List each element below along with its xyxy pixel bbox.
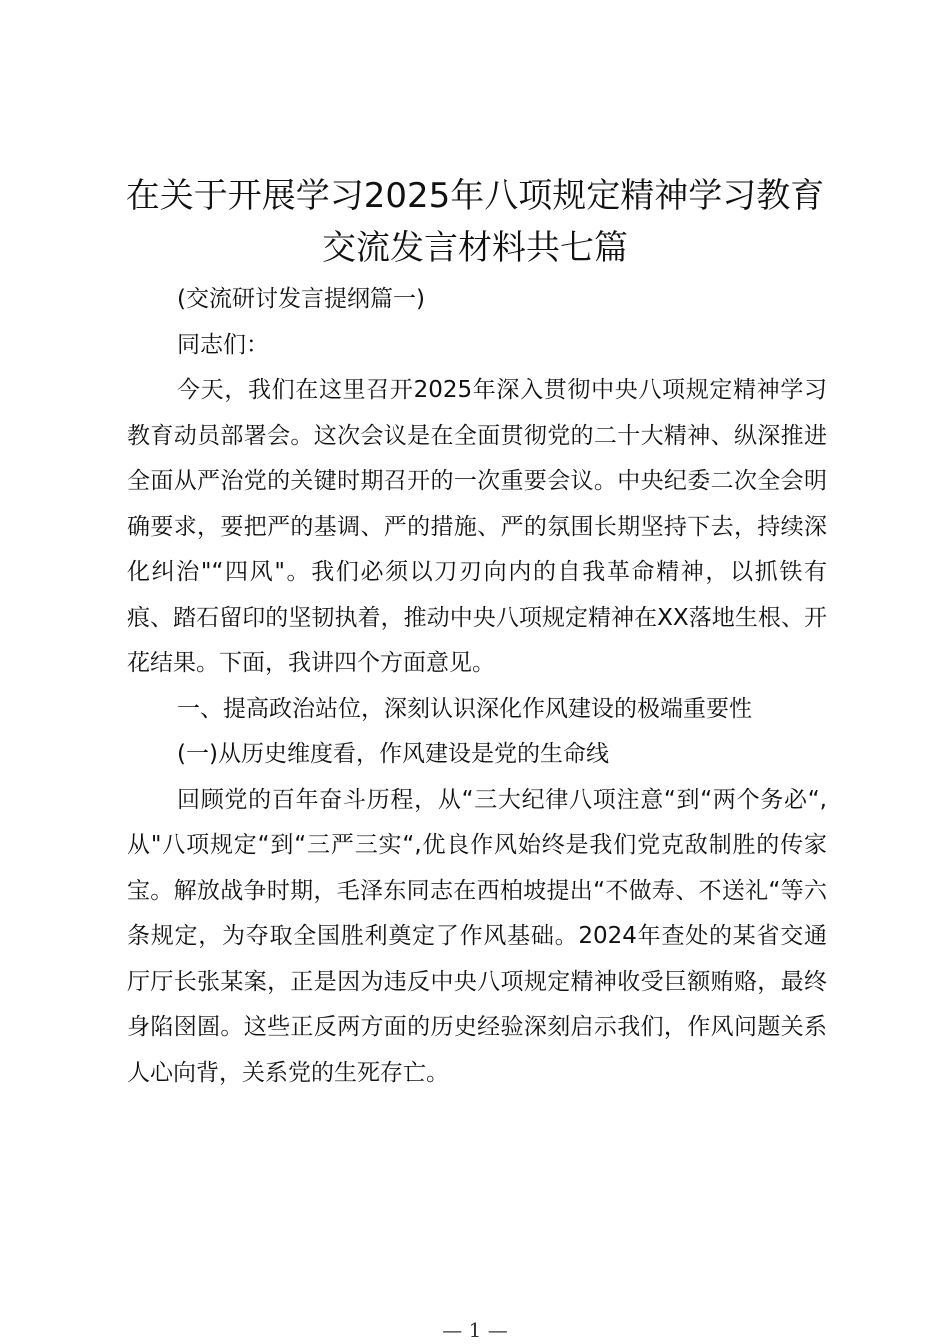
subtitle-paragraph: (交流研讨发言提纲篇一) <box>177 286 425 312</box>
subsection-heading: (一)从历史维度看，作风建设是党的生命线 <box>177 741 609 767</box>
section-heading: 一、提高政治站位，深刻认识深化作风建设的极端重要性 <box>177 695 752 722</box>
salutation-paragraph: 同志们： <box>177 331 269 358</box>
document-body <box>127 277 827 1096</box>
document-title: 在关于开展学习2025年八项规定精神学习教育交流发言材料共七篇 <box>125 176 825 268</box>
page-number: — 1 — <box>442 1318 508 1342</box>
history-paragraph: 回顾党的百年奋斗历程，从“三大纪律八项注意“到“两个务必“,从"八项规定“到“三严三实“,优良作风始终是我们党克敌制胜的传家宝。解放战争时期，毛泽东同志在西柏坡提出“不做寿、不送礼“等六条规定，为夺取全国胜利奠定了作风基础。2024年查处的某省交通厅厅长张某案，正是因为违反中央八项规定精神收受巨额贿赂，最终身陷囹圄。这些正反两方面的历史经验深刻启示我们，作风问题关系人心向背，关系党的生死存亡。 <box>127 786 827 1086</box>
intro-paragraph: 今天，我们在这里召开2025年深入贯彻中央八项规定精神学习教育动员部署会。这次会议是在全面贯彻党的二十大精神、纵深推进全面从严治党的关键时期召开的一次重要会议。中央纪委二次全会明确要求，要把严的基调、严的措施、严的氛围长期坚持下去，持续深化纠治"“四风"。我们必须以刀刃向内的自我革命精神，以抓铁有痕、踏石留印的坚韧执着，推动中央八项规定精神在XX落地生根、开花结果。下面，我讲四个方面意见。 <box>127 377 827 676</box>
